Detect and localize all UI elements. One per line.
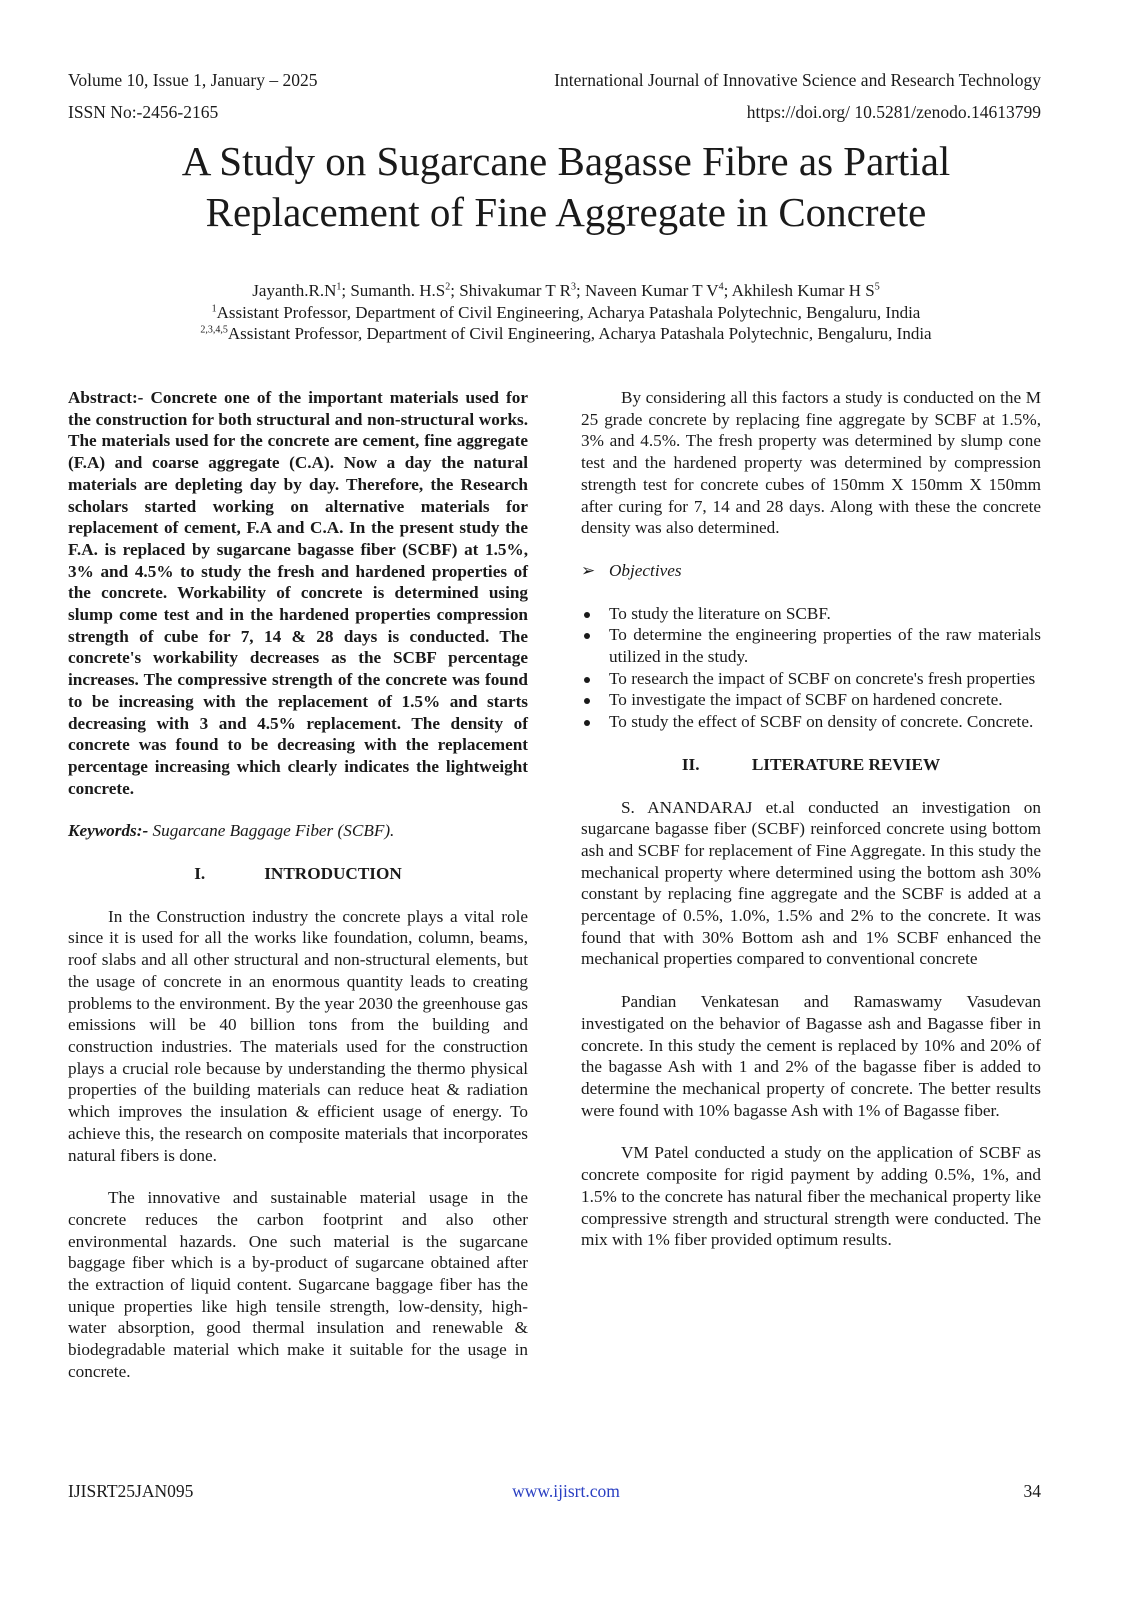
- bullet-icon: [584, 698, 590, 704]
- paper-title: [0, 136, 1132, 238]
- objectives-label: Objectives: [609, 560, 682, 580]
- paper-id: IJISRT25JAN095: [68, 1481, 194, 1501]
- list-item: [581, 624, 1041, 667]
- literature-paragraph-2: Pandian Venkatesan and Ramaswamy Vasudevan investigated on the behavior of Bagasse ash and Bagasse fiber in concrete. In this study the cement is replaced by 10% and 20% of the bagasse Ash with 1 and 2% of the bagasse fiber is added to determine the mechanical property of concrete. The better results were found with 10% bagasse Ash with 1% of Bagasse fiber.: [581, 992, 1041, 1120]
- affiliation-text: Assistant Professor, Department of Civil Engineering, Acharya Patashala Polytechnic, Bengaluru, India: [216, 302, 921, 322]
- objectives-list: [581, 603, 1041, 733]
- section-title: INTRODUCTION: [264, 864, 402, 884]
- author-sup: 1: [336, 281, 342, 293]
- intro-paragraph-1: In the Construction industry the concrete plays a vital role since it is used for all the works like foundation, column, beams, roof slabs and all other structural and non-structural elements, but the usage of concrete in an enormous quantity leads to creating problems to the environment. By the year 2030 the greenhouse gas emissions will be 40 billion tons from the building and construction industries. The materials used for the construction plays a crucial role because by understanding the thermo physical properties of the building materials can reduce heat & radiation which improves the insulation & efficient usage of energy. To achieve this, the research on composite materials that incorporates natural fibers is done.: [68, 906, 528, 1165]
- affiliation-text: Assistant Professor, Department of Civil Engineering, Acharya Patashala Polytechnic, Bengaluru, India: [227, 324, 932, 343]
- arrow-bullet-icon: ➢: [581, 560, 596, 580]
- bullet-icon: [584, 633, 590, 639]
- list-item-text: To study the effect of SCBF on density of concrete. Concrete.: [609, 712, 1034, 732]
- list-item: [581, 603, 1041, 625]
- author-list: [0, 280, 1132, 302]
- list-item: [581, 689, 1041, 711]
- literature-paragraph-3: VM Patel conducted a study on the application of SCBF as concrete composite for rigid payment by adding 0.5%, 1%, and 1.5% to the concrete has natural fiber the mechanical property like compressive strength and structural strength were conducted. The mix with 1% fiber provided optimum results.: [581, 1143, 1041, 1250]
- author-name: ; Akhilesh Kumar H S: [723, 281, 875, 300]
- website-link[interactable]: www.ijisrt.com: [512, 1481, 620, 1501]
- affiliation-sup: 1: [211, 302, 217, 314]
- affiliation-2: [0, 323, 1132, 345]
- author-sup: 5: [874, 281, 880, 293]
- literature-heading: [581, 754, 1041, 776]
- page-number: 34: [1023, 1481, 1041, 1501]
- author-name: ; Naveen Kumar T V: [576, 281, 719, 300]
- author-name: ; Sumanth. H.S: [341, 281, 446, 300]
- list-item-text: To research the impact of SCBF on concrete's fresh properties: [609, 668, 1036, 688]
- title-line-2: Replacement of Fine Aggregate in Concrete: [205, 189, 927, 235]
- author-sup: 4: [718, 281, 724, 293]
- left-column: [68, 387, 528, 1383]
- bullet-icon: [584, 612, 590, 618]
- bullet-icon: [584, 720, 590, 726]
- author-name: Jayanth.R.N: [252, 281, 337, 300]
- right-column: [581, 387, 1041, 1251]
- section-title: LITERATURE REVIEW: [751, 754, 941, 774]
- abstract-text: Concrete one of the important materials used for the construction for both structural and non-structural works. The materials used for the concrete are cement, fine aggregate (F.A) and coarse aggregate (C.A). Now a day the natural materials are depleting day by day. Therefore, the Research scholars started working on alternative materials for replacement of cement, F.A and C.A. In the present study the F.A. is replaced by sugarcane bagasse fiber (SCBF) at 1.5%, 3% and 4.5% to study the fresh and hardened properties of the concrete. Workability of concrete is determined using slump come test and in the hardened properties compression strength of cube for 7, 14 & 28 days is conducted. The concrete's workability decreases as the SCBF percentage increases. The compressive strength of the concrete was found to be increasing with the replacement of 1.5% and starts decreasing with 3 and 4.5% replacement. The density of concrete was found to be decreasing with the replacement percentage increasing which clearly indicates the lightweight concrete.: [68, 388, 528, 798]
- intro-paragraph-2: The innovative and sustainable material usage in the concrete reduces the carbon footprint and also other environmental hazards. One such material is the sugarcane baggage fiber which is a by-product of sugarcane obtained after the extraction of liquid content. Sugarcane baggage fiber has the unique properties like high tensile strength, low-density, high-water absorption, good thermal insulation and renewable & biodegradable material which make it suitable for the usage in concrete.: [68, 1188, 528, 1381]
- author-name: ; Shivakumar T R: [450, 281, 571, 300]
- keywords-text: Sugarcane Baggage Fiber (SCBF).: [148, 821, 395, 841]
- keywords-label: Keywords:-: [68, 821, 149, 841]
- objectives-heading: [581, 560, 1041, 582]
- abstract: [68, 387, 528, 799]
- keywords: [68, 820, 528, 842]
- affiliation-sup: 2,3,4,5: [200, 324, 228, 336]
- journal-name: International Journal of Innovative Science and Research Technology: [554, 70, 1041, 90]
- issn: ISSN No:-2456-2165: [68, 102, 219, 122]
- literature-paragraph-1: S. ANANDARAJ et.al conducted an investigation on sugarcane bagasse fiber (SCBF) reinforced concrete using bottom ash and SCBF for replacement of Fine Aggregate. In this study the mechanical property where determined using the bottom ash 30% constant by replacing fine aggregate and the SCBF is added at a percentage of 0.5%, 1.0%, 1.5% and 2% to the concrete. It was found that with 30% Bottom ash and 1% SCBF enhanced the mechanical properties compared to conventional concrete: [581, 797, 1041, 969]
- study-paragraph: By considering all this factors a study is conducted on the M 25 grade concrete by replacing fine aggregate by SCBF at 1.5%, 3% and 4.5%. The fresh property was determined by slump cone test and the hardened property was determined by compression strength test for concrete cubes of 150mm X 150mm X 150mm after curing for 7, 14 and 28 days. Along with these the concrete density was also determined.: [581, 388, 1041, 538]
- section-number: I.: [194, 864, 206, 884]
- list-item-text: To investigate the impact of SCBF on hardened concrete.: [609, 690, 1003, 710]
- doi-link[interactable]: https://doi.org/ 10.5281/zenodo.14613799: [746, 102, 1041, 122]
- volume-info: Volume 10, Issue 1, January – 2025: [68, 70, 318, 90]
- author-sup: 3: [571, 281, 576, 293]
- affiliation-1: [0, 302, 1132, 324]
- list-item: [581, 668, 1041, 690]
- author-block: [0, 280, 1132, 345]
- intro-heading: [68, 863, 528, 885]
- list-item-text: To determine the engineering properties of the raw materials utilized in the study.: [609, 625, 1041, 667]
- section-number: II.: [681, 754, 700, 774]
- list-item-text: To study the literature on SCBF.: [609, 603, 831, 623]
- bullet-icon: [584, 677, 590, 683]
- list-item: [581, 711, 1041, 733]
- author-sup: 2: [445, 281, 451, 293]
- title-line-1: A Study on Sugarcane Bagasse Fibre as Partial: [181, 138, 951, 184]
- abstract-label: Abstract:-: [68, 388, 144, 407]
